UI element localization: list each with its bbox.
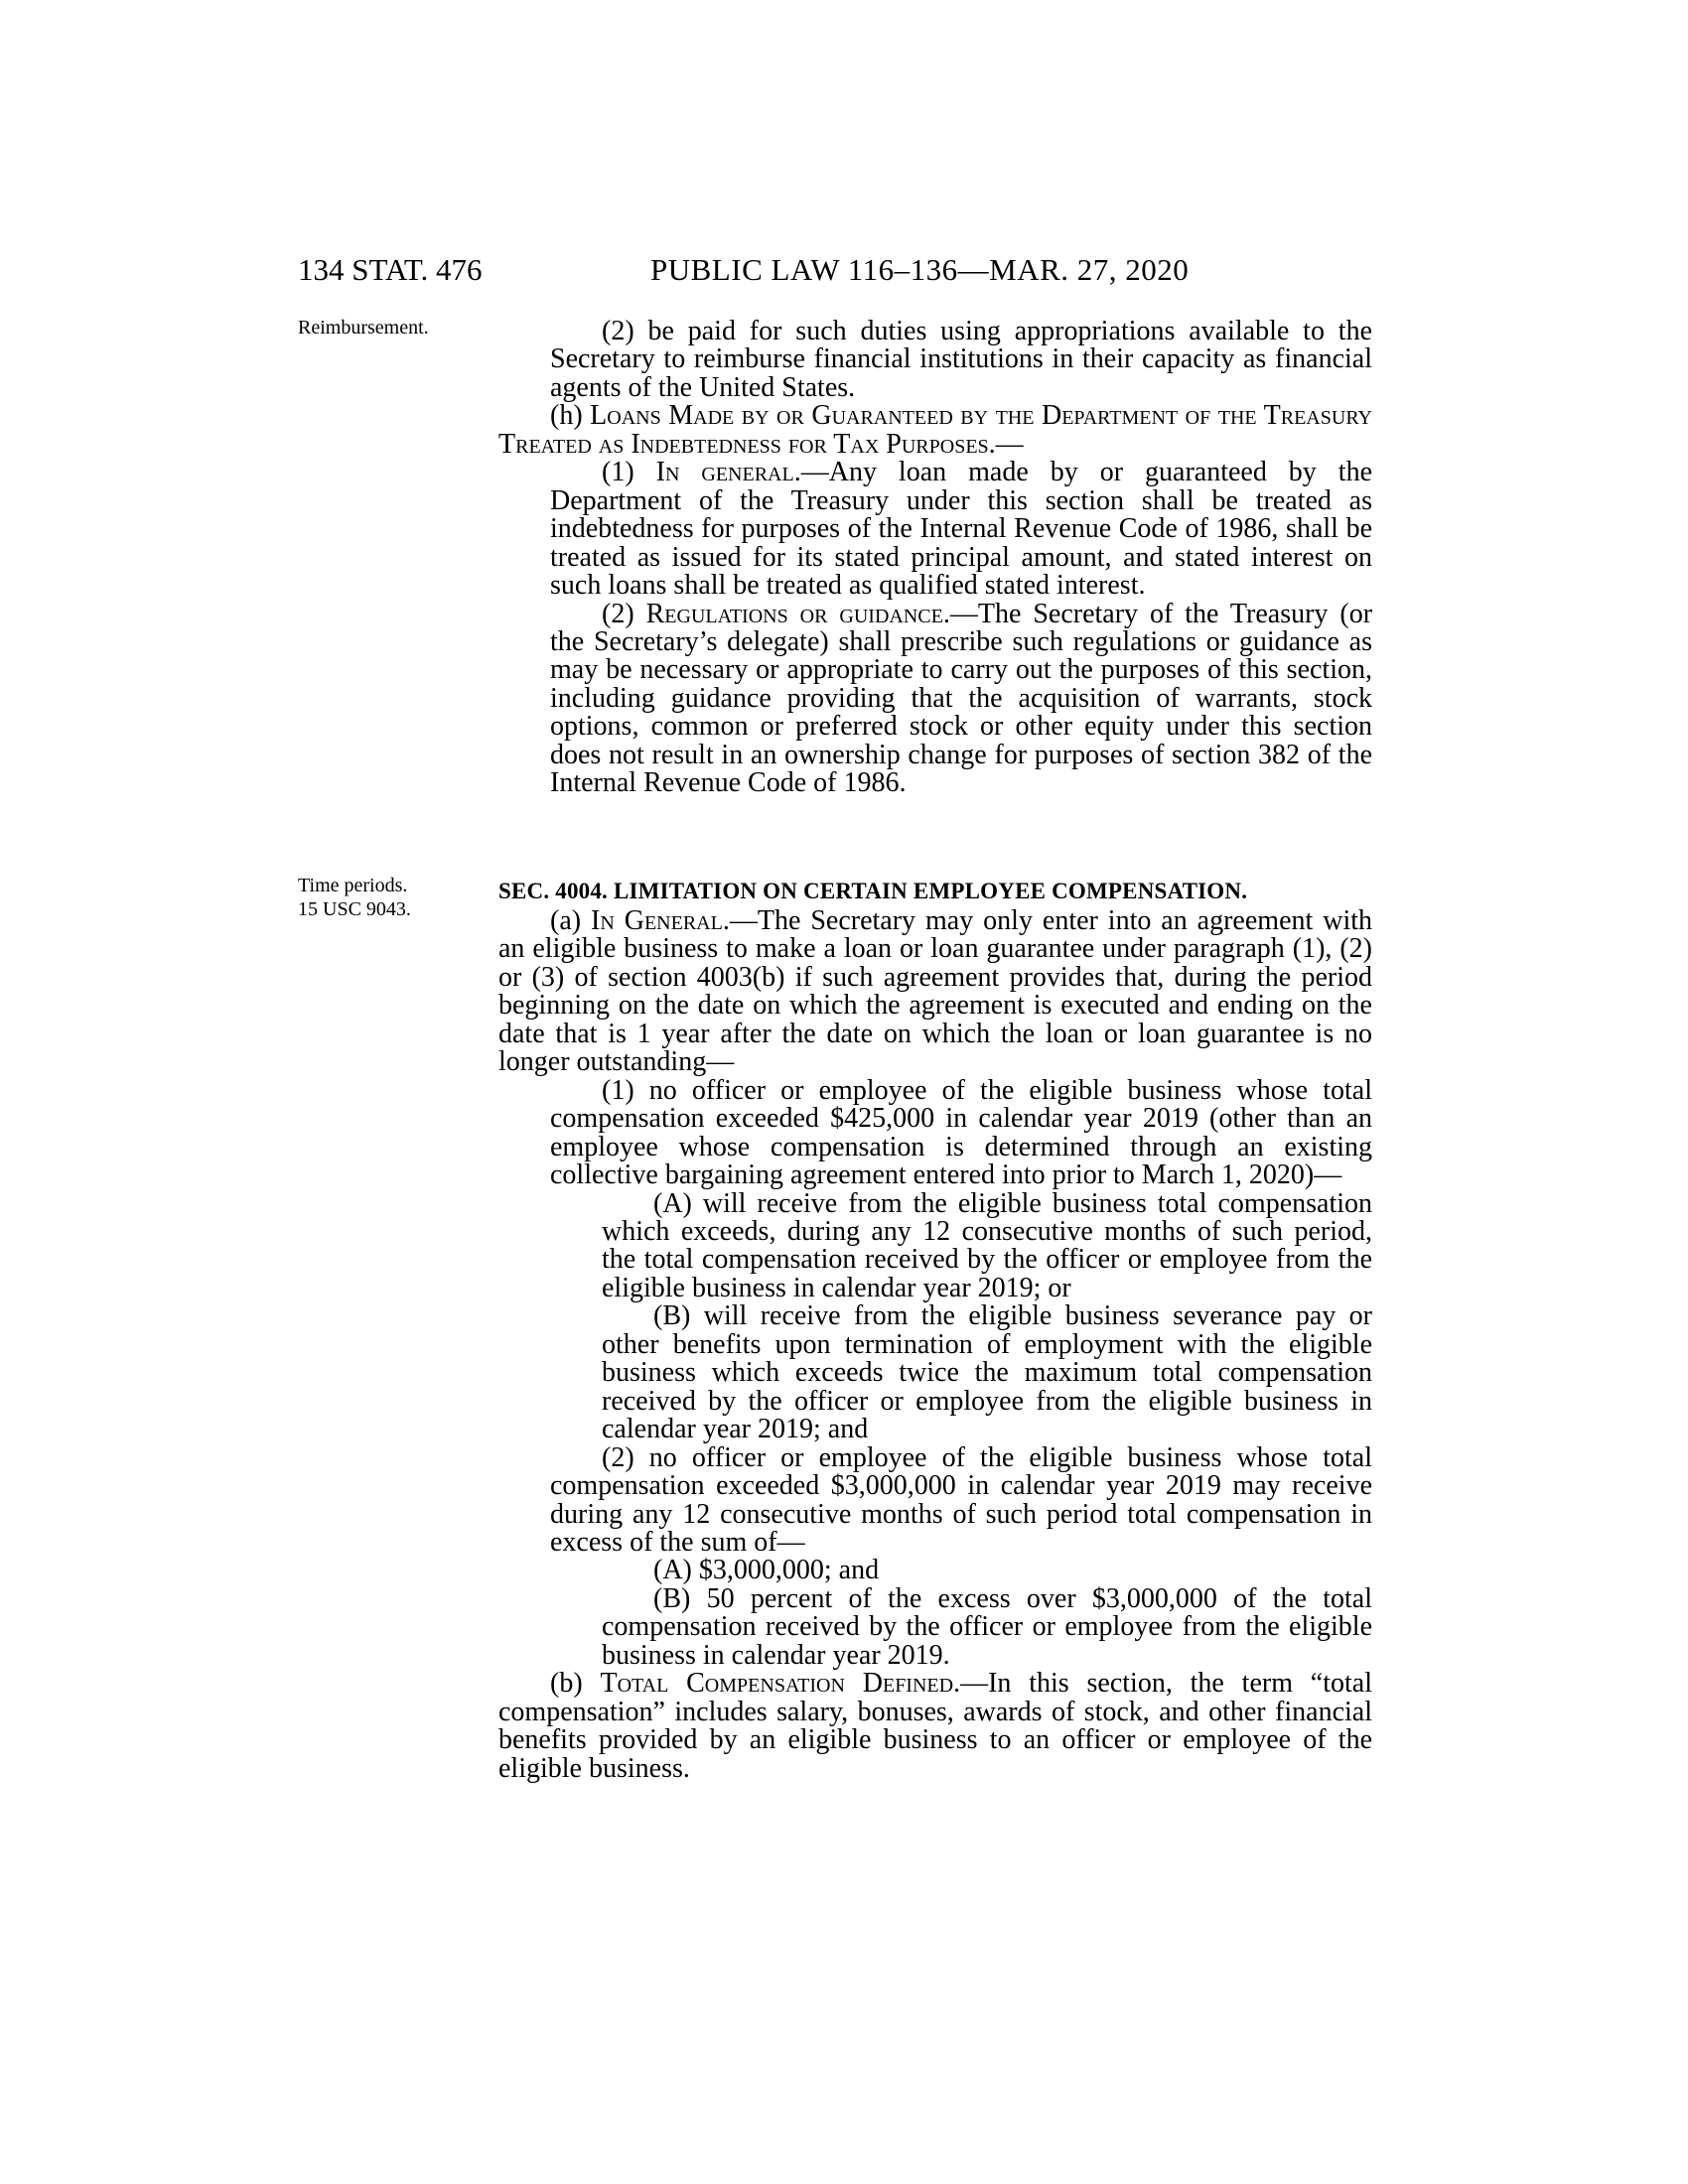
subsection-a-text: .—The Secretary may only enter into an agreement with an eligible business to make a loan or loan guarantee under paragraph (1), (2) or (3) of section 4003(b) if such agreement provides that, during the period beginning on the date on which the agreement is executed and ending on the date that is 1 year after the date on which the loan or loan guarantee is no longer outstanding— xyxy=(498,905,1373,1078)
paragraph-h1-prefix: (1) xyxy=(602,457,656,488)
stat-citation: 134 STAT. 476 xyxy=(298,252,483,287)
subsection-b xyxy=(498,1670,1372,1783)
paragraph-a2: (2) no officer or employee of the eligible business whose total compensation exceeded $3,000,000 in calendar year 2019 may receive during any 12 consecutive months of such period total compensation in excess of the sum of— xyxy=(550,1441,1372,1558)
paragraph-h2 xyxy=(498,598,1373,799)
paragraph-h2-heading: Regulations or guidance xyxy=(645,598,943,629)
paragraph-h1 xyxy=(498,459,1372,600)
paragraph-g2-text: (2) be paid for such duties using appropriations available to the Secretary to reimburse financial institutions in their capacity as financial agents of the United States. xyxy=(550,316,1372,403)
subsection-h-heading: Loans Made by or Guaranteed by the Department of the Treasury Treated as Indebtedness for Tax Purposes xyxy=(498,400,1372,460)
page-header xyxy=(298,250,1372,290)
subsection-a-prefix: (a) xyxy=(550,905,592,936)
subsection-a-heading: In General xyxy=(591,905,723,936)
subsection-h xyxy=(498,402,1372,459)
margin-note-reimbursement: Reimbursement. xyxy=(298,317,429,339)
section-heading: SEC. 4004. LIMITATION ON CERTAIN EMPLOYEE COMPENSATION. xyxy=(498,879,1248,903)
subsection-b-text: .—In this section, the term “total compensation” includes salary, bonuses, awards of stock, and other financial benefits provided by an eligible business to an officer or employee of the eligible business. xyxy=(498,1668,1372,1784)
margin-note-time-periods xyxy=(298,874,447,921)
subsection-b-heading: Total Compensation Defined xyxy=(600,1668,954,1700)
subsection-h-dash: .— xyxy=(988,428,1024,460)
margin-note-time-periods-label: Time periods. xyxy=(298,875,408,896)
subsection-b-prefix: (b) xyxy=(550,1668,601,1700)
subparagraph-a1A: (A) will receive from the eligible business total compensation which exceeds, during any 12 consecutive months of such period, the total compensation received by the officer or employee from the eligible business in calendar year 2019; or xyxy=(602,1187,1372,1303)
paragraph-g2 xyxy=(498,318,1372,402)
paragraph-h2-text: .—The Secretary of the Treasury (or the Secretary’s delegate) shall prescribe such regulations or guidance as may be necessary or appropriate to carry out the purposes of this section, including guidance providing that the acquisition of warrants, stock options, common or preferred stock or other equity under this section does not result in an ownership change for purposes of section 382 of the Internal Revenue Code of 1986. xyxy=(550,598,1373,799)
subsection-a xyxy=(498,907,1372,1077)
body-text-section-4004 xyxy=(498,876,1372,1783)
margin-note-usc-cite: 15 USC 9043. xyxy=(298,898,411,920)
subsection-h-prefix: (h) xyxy=(550,400,591,432)
paragraph-h2-prefix: (2) xyxy=(602,598,646,629)
paragraph-a1: (1) no officer or employee of the eligible business whose total compensation exceeded $425,000 in calendar year 2019 (other than an employee whose compensation is determined through an existing collective bargaining agreement entered into prior to March 1, 2020)— xyxy=(550,1074,1372,1191)
subparagraph-a1B: (B) will receive from the eligible business severance pay or other benefits upon termination of employment with the eligible business which exceeds twice the maximum total compensation received by the officer or employee from the eligible business in calendar year 2019; and xyxy=(602,1300,1372,1445)
paragraph-h1-heading: In general xyxy=(655,457,794,488)
law-title: PUBLIC LAW 116–136—MAR. 27, 2020 xyxy=(650,252,1190,287)
subparagraph-a2A: (A) $3,000,000; and xyxy=(653,1555,880,1586)
paragraph-h1-text: .—Any loan made by or guaranteed by the Department of the Treasury under this section shall be treated as indebtedness for purposes of the Internal Revenue Code of 1986, shall be treated as issued for its stated principal amount, and stated interest on such loans shall be treated as qualified stated interest. xyxy=(550,457,1372,602)
body-text-upper xyxy=(498,318,1372,798)
subparagraph-a2B: (B) 50 percent of the excess over $3,000,000 of the total compensation received by the officer or employee from the eligible business in calendar year 2019. xyxy=(602,1582,1372,1671)
